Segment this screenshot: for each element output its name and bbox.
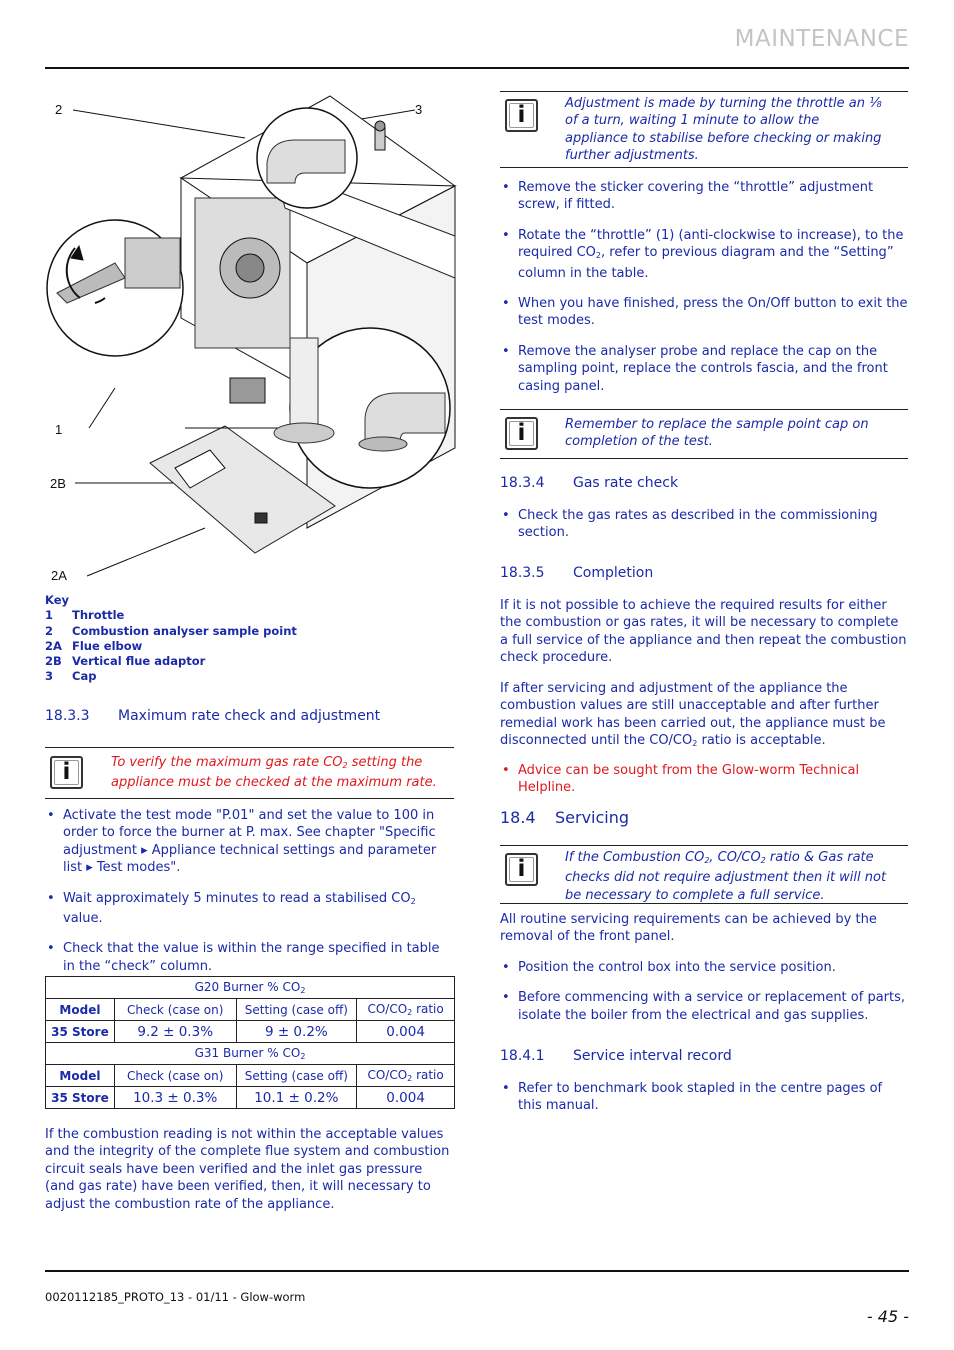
table-row: 35 Store 10.3 ± 0.3% 10.1 ± 0.2% 0.004 bbox=[46, 1087, 455, 1109]
table-header-row: Model Check (case on) Setting (case off) $CO/CO_2$ ratio bbox=[46, 1065, 455, 1087]
combustion-adjust-paragraph: If the combustion reading is not within the acceptable values and the integrity of the complete flue system and combustion circuit seals have been verified and the inlet gas pressure (and gas rate) have been verified, then, it will necessary to adjust the combustion rate of the appliance. bbox=[45, 1127, 450, 1212]
completion-paragraph-2: If after servicing and adjustment of the appliance the combustion values are still unacceptable and after further remedial work has been carried out, the appliance must be disconnected until the $CO/CO_2$ ratio is acceptable. bbox=[500, 681, 886, 749]
info-icon: i bbox=[505, 417, 538, 450]
figure-key bbox=[45, 593, 445, 685]
boiler-diagram bbox=[45, 88, 465, 588]
completion-paragraph-1: If it is not possible to achieve the required results for either the combustion or gas rates, it will be necessary to complete a full service of the appliance and then repeat the combustion check procedure. bbox=[500, 598, 907, 666]
figure-label-2: 2 bbox=[55, 102, 63, 117]
boiler-figure bbox=[45, 88, 465, 588]
section-heading-18-3-3: 18.3.3 Maximum rate check and adjustment bbox=[45, 708, 381, 724]
helpline-note bbox=[500, 762, 908, 797]
list-item: • Activate the test mode "P.01" and set the value to 100 in order to force the burner at P. max. See chapter "Specific adjustment ▸ Appliance technical settings and parameter list ▸ Test modes". bbox=[45, 807, 455, 877]
gas-rate-steps bbox=[500, 507, 908, 542]
note-text: Adjustment is made by turning the throttle an ⅛ of a turn, waiting 1 minute to allow the appliance to stabilise before checking or making further adjustments. bbox=[565, 96, 882, 164]
figure-label-2a: 2A bbox=[51, 568, 67, 583]
info-note-max-rate bbox=[45, 747, 454, 799]
max-rate-steps bbox=[45, 807, 455, 975]
list-item: • Position the control box into the service position. bbox=[500, 959, 908, 976]
note-text: To verify the maximum gas rate $CO_2$ setting the appliance must be checked at the maximum rate. bbox=[111, 755, 437, 791]
key-title: Key bbox=[45, 593, 70, 607]
list-item: • Wait approximately 5 minutes to read a stabilised $CO_2$ value. bbox=[45, 890, 455, 928]
table-group-header: G20 Burner % $CO_2$ bbox=[46, 977, 455, 999]
page-header-title: MAINTENANCE bbox=[734, 26, 909, 52]
page-number: - 45 - bbox=[866, 1307, 909, 1326]
info-note-servicing bbox=[500, 845, 908, 904]
list-item: • Check the gas rates as described in the commissioning section. bbox=[500, 507, 908, 542]
servicing-paragraph: All routine servicing requirements can be achieved by the removal of the front panel. bbox=[500, 912, 877, 945]
list-item: • Rotate the “throttle” (1) (anti-clockwise to increase), to the required $CO_2$, refer to previous diagram and the “Setting” column in the table. bbox=[500, 227, 908, 282]
info-note-sample-cap bbox=[500, 409, 908, 459]
list-item: • When you have finished, press the On/Off button to exit the test modes. bbox=[500, 295, 908, 330]
footer-rule bbox=[45, 1270, 909, 1272]
info-note-throttle bbox=[500, 91, 908, 168]
key-item: 1 Throttle bbox=[45, 608, 125, 623]
note-text: If the Combustion $CO_2$, $CO/CO_2$ ratio & Gas rate checks did not require adjustment then it will not be necessary to complete a full service. bbox=[565, 850, 887, 903]
table-group-header: G31 Burner % $CO_2$ bbox=[46, 1043, 455, 1065]
list-item: • Remove the sticker covering the “throttle” adjustment screw, if fitted. bbox=[500, 179, 908, 214]
info-icon: i bbox=[505, 853, 538, 886]
figure-label-3: 3 bbox=[415, 102, 423, 117]
info-icon: i bbox=[50, 756, 83, 789]
figure-label-2b: 2B bbox=[50, 476, 66, 491]
note-text: Remember to replace the sample point cap on completion of the test. bbox=[565, 417, 869, 450]
key-item: 2B Vertical flue adaptor bbox=[45, 654, 206, 669]
section-heading-18-4-1: 18.4.1 Service interval record bbox=[500, 1048, 732, 1064]
info-icon: i bbox=[505, 99, 538, 132]
servicing-steps bbox=[500, 959, 908, 1024]
figure-label-1: 1 bbox=[55, 422, 63, 437]
table-header-row: Model Check (case on) Setting (case off) $CO/CO_2$ ratio bbox=[46, 999, 455, 1021]
list-item: • Refer to benchmark book stapled in the centre pages of this manual. bbox=[500, 1080, 908, 1115]
list-item: • Remove the analyser probe and replace the cap on the sampling point, replace the controls fascia, and the front casing panel. bbox=[500, 343, 908, 395]
co2-settings-table bbox=[45, 976, 455, 1109]
throttle-steps bbox=[500, 179, 908, 395]
section-heading-18-3-4: 18.3.4 Gas rate check bbox=[500, 475, 679, 491]
section-heading-18-3-5: 18.3.5 Completion bbox=[500, 565, 654, 581]
section-heading-18-4: 18.4 Servicing bbox=[500, 808, 630, 827]
table-row: 35 Store 9.2 ± 0.3% 9 ± 0.2% 0.004 bbox=[46, 1021, 455, 1043]
list-item: • Advice can be sought from the Glow-worm Technical Helpline. bbox=[500, 762, 908, 797]
service-record-steps bbox=[500, 1080, 908, 1115]
key-item: 2 Combustion analyser sample point bbox=[45, 623, 297, 638]
key-item: 3 Cap bbox=[45, 669, 97, 684]
key-item: 2A Flue elbow bbox=[45, 638, 143, 653]
list-item: • Check that the value is within the range specified in table in the “check” column. bbox=[45, 940, 455, 975]
document-reference: 0020112185_PROTO_13 - 01/11 - Glow-worm bbox=[45, 1290, 306, 1304]
header-rule bbox=[45, 67, 909, 69]
list-item: • Before commencing with a service or replacement of parts, isolate the boiler from the electrical and gas supplies. bbox=[500, 989, 908, 1024]
